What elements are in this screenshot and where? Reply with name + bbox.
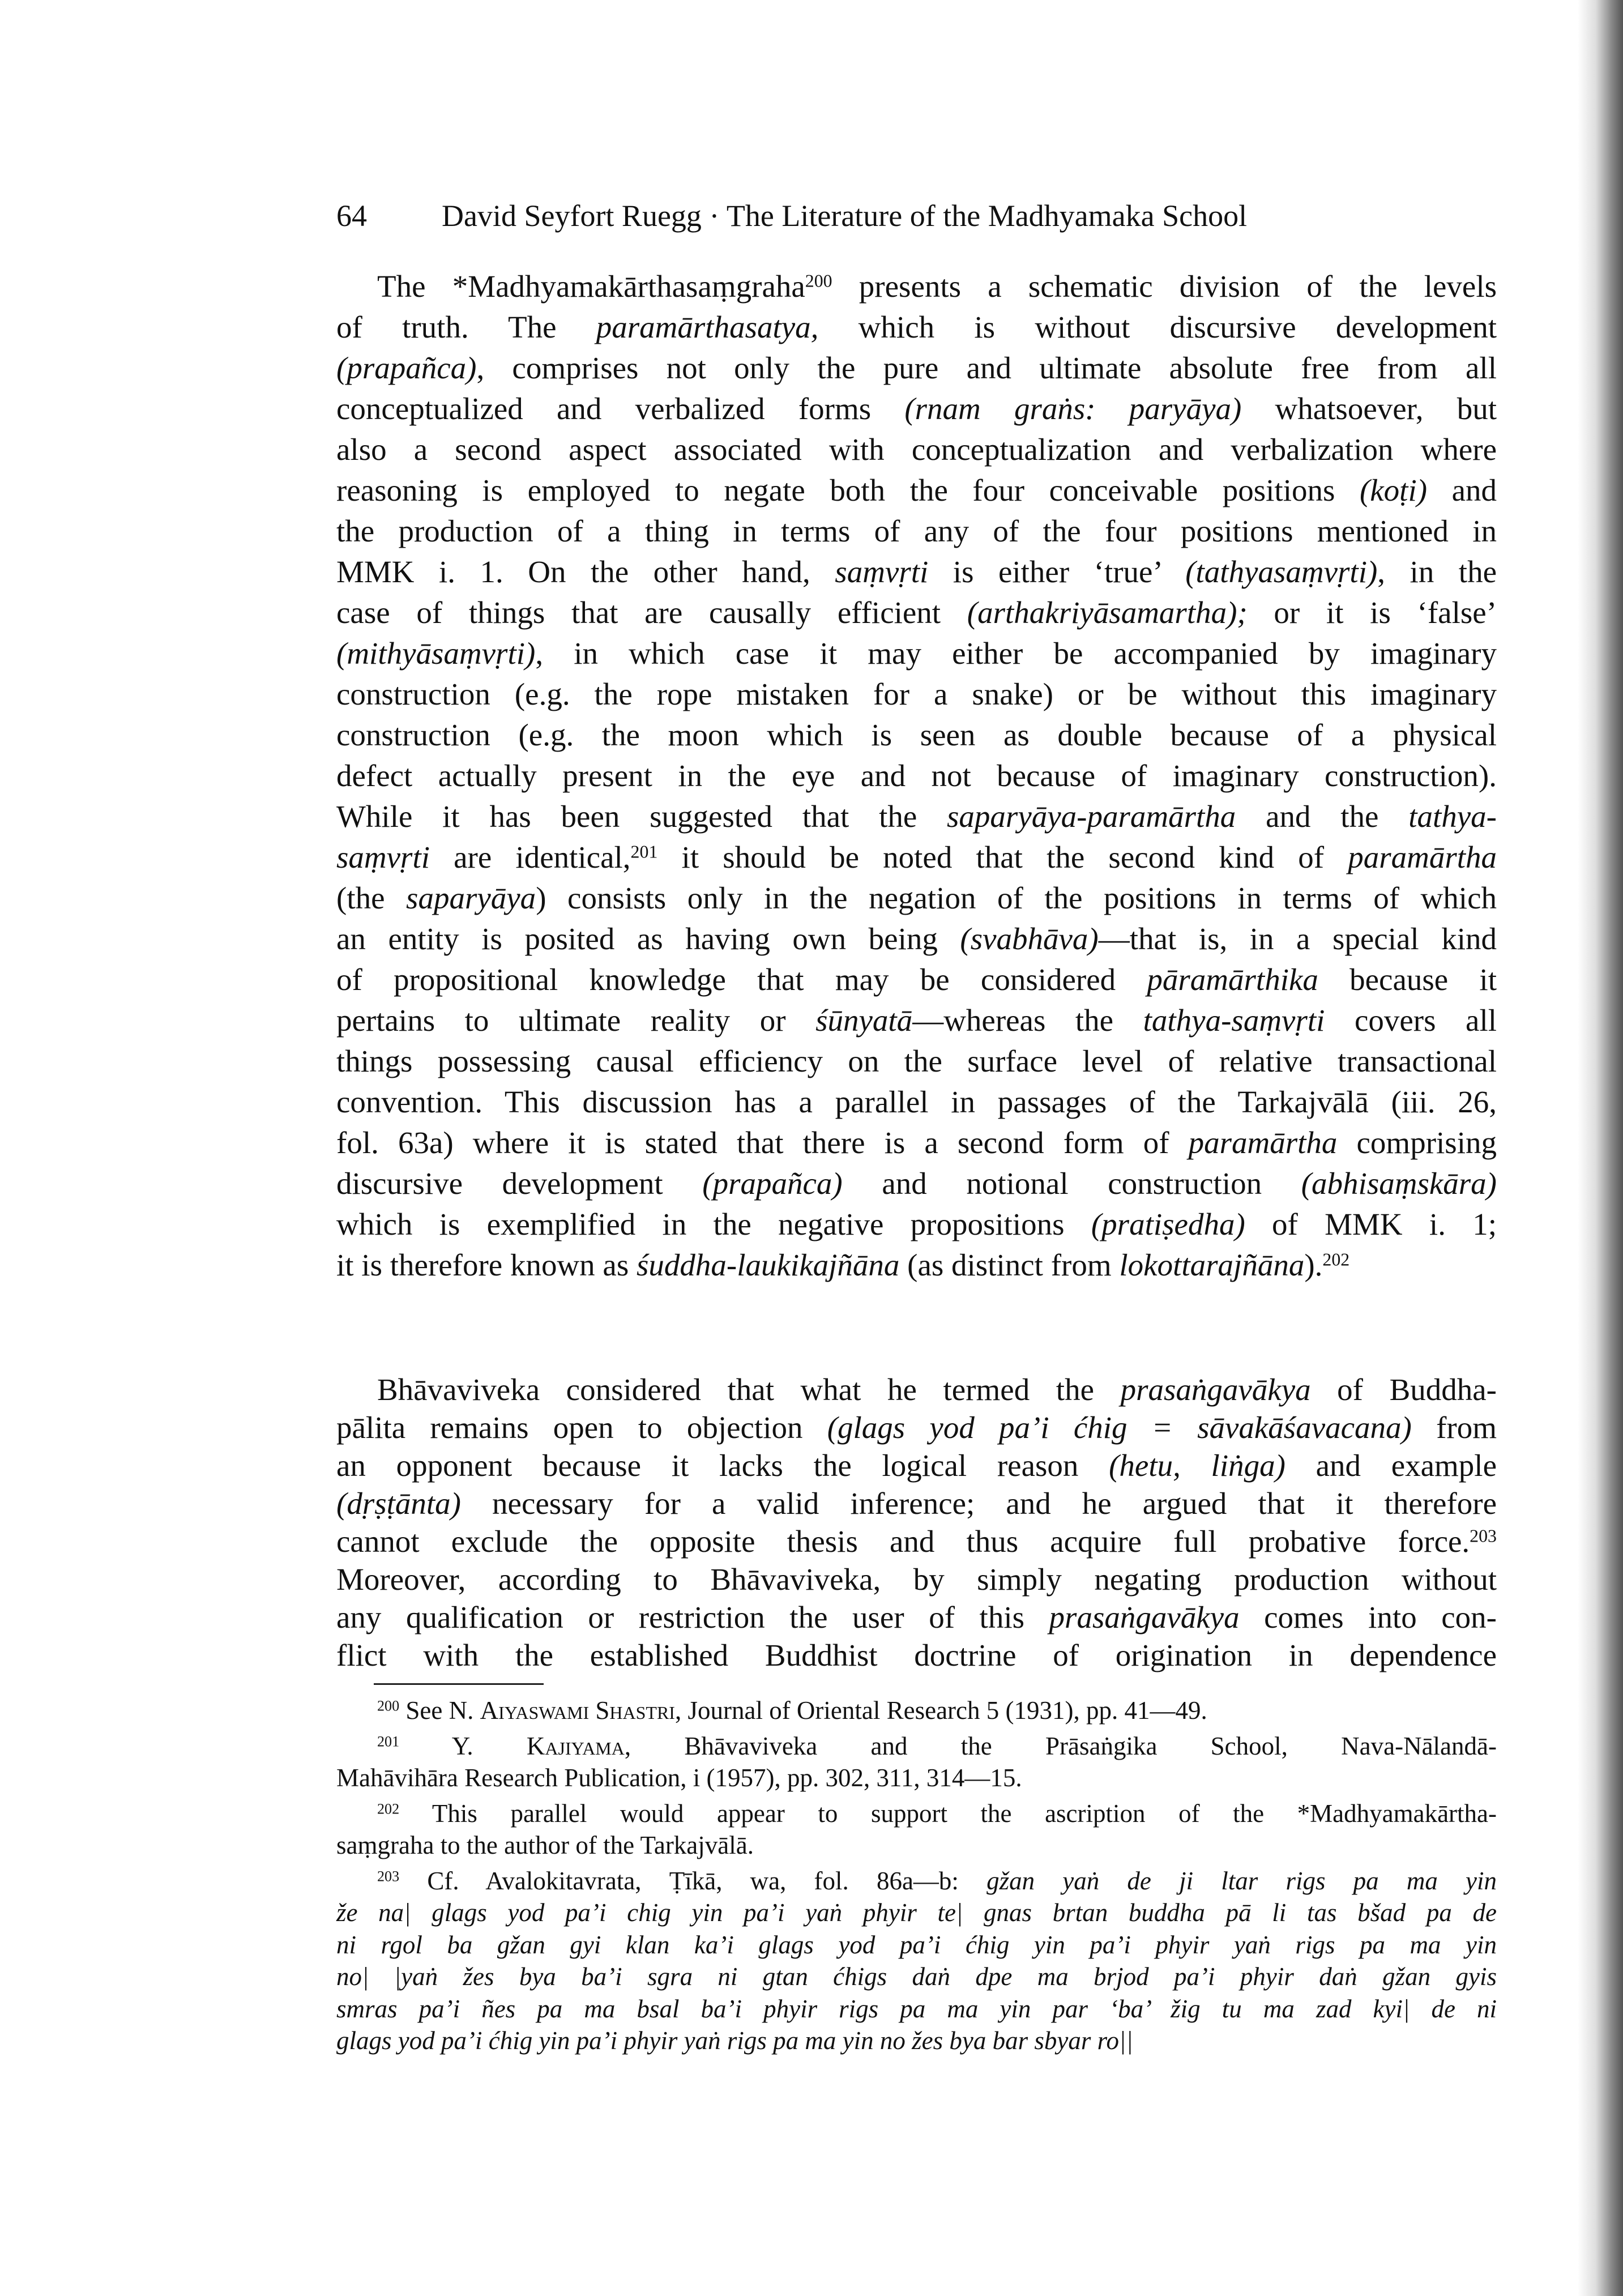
text-run: an opponent because it lacks the logical reason [336, 1448, 1109, 1483]
text-run: presents a schematic division of the levels [832, 269, 1497, 304]
text-line [336, 674, 1497, 715]
text-line [336, 1446, 1497, 1484]
italic-term: gžan yaṅ de ji ltar rigs pa ma yin [986, 1866, 1497, 1895]
italic-term: śuddha-laukikajñāna [637, 1248, 900, 1282]
text-line [336, 307, 1497, 348]
italic-term: (hetu, liṅga) [1109, 1448, 1285, 1483]
text-run: are identical, [430, 840, 631, 874]
italic-term: paramārthasatya, [596, 310, 819, 344]
footnote-reference: 200 [805, 271, 832, 291]
text-run: is either ‘true’ [928, 554, 1186, 589]
text-run: of Buddha- [1310, 1372, 1497, 1407]
italic-term: (prapañca) [336, 351, 477, 385]
text-run: construction (e.g. the rope mistaken for a snake) or be without this imaginary [336, 677, 1497, 711]
italic-term: (rnam graṅs: paryāya) [904, 391, 1242, 426]
footnote-reference: 203 [1470, 1526, 1497, 1546]
text-line [336, 266, 1497, 307]
footnote-reference: 200 [377, 1697, 400, 1714]
text-run: reasoning is employed to negate both the four conceivable positions [336, 473, 1360, 507]
text-run: flict with the established Buddhist doctrine of origination in dependence [336, 1638, 1497, 1672]
italic-term: lokottarajñāna [1119, 1248, 1305, 1282]
footnote-line [336, 1929, 1497, 1961]
text-line [336, 470, 1497, 511]
text-line [336, 1636, 1497, 1674]
footnote-line [336, 1865, 1497, 1897]
italic-term: (tathyasaṃvṛti) [1185, 554, 1378, 589]
footnote-203 [336, 1865, 1497, 2057]
text-run: saṃgraha to the author of the Tarkajvālā. [336, 1831, 754, 1859]
footnote-201 [336, 1730, 1497, 1794]
text-line [336, 348, 1497, 389]
italic-term: (prapañca) [702, 1166, 843, 1201]
italic-term: (abhisaṃskāra) [1301, 1166, 1497, 1201]
footnote-line [336, 1961, 1497, 1993]
footnote-line [336, 1897, 1497, 1929]
italic-term: saparyāya-paramārtha [947, 799, 1236, 834]
italic-term: (arthakriyāsamartha); [967, 595, 1248, 630]
italic-term: (pratiṣedha) [1091, 1207, 1245, 1241]
footnote-line [336, 1829, 1497, 1862]
text-line [336, 389, 1497, 429]
text-run: The *Madhyamakārthasaṃgraha [377, 269, 805, 304]
text-run: which is exemplified in the negative propositions [336, 1207, 1091, 1241]
page-number: 64 [336, 199, 367, 233]
text-run: , comprises not only the pure and ultimate absolute free from all [476, 351, 1497, 385]
text-line [336, 1041, 1497, 1082]
italic-term: saṃvṛti [835, 554, 929, 589]
text-run: necessary for a valid inference; and he argued that it therefore [461, 1486, 1497, 1521]
text-line [336, 552, 1497, 592]
running-header [336, 198, 1247, 233]
text-run: Y. [399, 1731, 527, 1760]
text-run: covers all [1325, 1003, 1497, 1038]
text-run: —that is, in a special kind [1098, 921, 1497, 956]
text-line [336, 1371, 1497, 1409]
footnote-200 [336, 1695, 1497, 1727]
footnote-reference: 202 [1322, 1249, 1350, 1270]
text-line [336, 1245, 1497, 1286]
text-line [336, 715, 1497, 756]
text-line [336, 919, 1497, 959]
text-run: defect actually present in the eye and not because of imaginary construction). [336, 758, 1497, 793]
footnote-reference: 202 [377, 1800, 400, 1817]
text-run: convention. This discussion has a parallel in passages of the Tarkajvālā (iii. 26, [336, 1085, 1497, 1119]
italic-term: že na| glags yod pa’i chig yin pa’i yaṅ phyir te| gnas brtan buddha pā li tas bšad pa de [336, 1898, 1497, 1927]
text-line [336, 1123, 1497, 1163]
text-run: any qualification or restriction the user of this [336, 1600, 1049, 1634]
text-line [336, 878, 1497, 919]
text-run: from [1411, 1410, 1497, 1445]
footnote-line [336, 1993, 1497, 2025]
text-run: it is therefore known as [336, 1248, 637, 1282]
text-run: the production of a thing in terms of any of the four positions mentioned in [336, 514, 1497, 548]
text-line [336, 959, 1497, 1000]
text-line [336, 1204, 1497, 1245]
italic-term: tathya- [1408, 799, 1497, 834]
footnote-separator [374, 1683, 544, 1685]
italic-term: smras pa’i ñes pa ma bsal ba’i phyir rigs pa ma yin par ‘ba’ žig tu ma zad kyi| de ni [336, 1994, 1497, 2023]
text-run: , in the [1377, 554, 1497, 589]
text-run: of propositional knowledge that may be considered [336, 962, 1147, 997]
text-run: and the [1236, 799, 1409, 834]
text-run: MMK i. 1. On the other hand, [336, 554, 835, 589]
text-run: an entity is posited as having own being [336, 921, 960, 956]
text-run: Mahāvihāra Research Publication, i (1957), pp. 302, 311, 314—15. [336, 1764, 1022, 1792]
text-run: also a second aspect associated with conceptualization and verbalization where [336, 432, 1497, 467]
text-line [336, 429, 1497, 470]
text-line [336, 1484, 1497, 1522]
text-run: , Journal of Oriental Research 5 (1931), pp. 41—49. [674, 1696, 1207, 1725]
text-run: whatsoever, but [1241, 391, 1497, 426]
footnote-reference: 203 [377, 1868, 400, 1885]
text-run: comprising [1337, 1125, 1497, 1160]
italic-term: (dṛṣṭānta) [336, 1486, 461, 1521]
italic-term: saparyāya [406, 881, 536, 915]
text-run: Bhāvaviveka considered that what he termed the [377, 1372, 1121, 1407]
text-run: comes into con- [1239, 1600, 1497, 1634]
text-run: (the [336, 881, 407, 915]
paragraph-1 [336, 266, 1497, 1286]
text-run: Moreover, according to Bhāvaviveka, by simply negating production without [336, 1562, 1497, 1597]
text-run: things possessing causal efficiency on the surface level of relative transactional [336, 1044, 1497, 1078]
italic-term: (koṭi) [1359, 473, 1428, 507]
italic-term: (mithyāsaṃvṛti) [336, 636, 536, 671]
italic-term: śūnyatā [815, 1003, 913, 1038]
text-run: of MMK i. 1; [1245, 1207, 1497, 1241]
text-run: Cf. Avalokitavrata, Ṭīkā, wa, fol. 86a—b: [399, 1866, 987, 1895]
text-run: case of things that are causally efficient [336, 595, 967, 630]
italic-term: ni rgol ba gžan gyi klan ka’i glags yod pa’i ćhig yin pa’i phyir yaṅ rigs pa ma yin [336, 1930, 1497, 1959]
running-title: David Seyfort Ruegg · The Literature of the Madhyamaka School [442, 199, 1248, 233]
text-run: and example [1285, 1448, 1497, 1483]
footnote-line [336, 1695, 1497, 1727]
footnote-line [336, 1762, 1497, 1794]
footnote-reference: 201 [630, 842, 658, 862]
paragraph-2 [336, 1371, 1497, 1674]
text-run: While it has been suggested that the [336, 799, 947, 834]
text-run: of truth. The [336, 310, 596, 344]
text-run: pertains to ultimate reality or [336, 1003, 816, 1038]
italic-term: paramārtha [1188, 1125, 1338, 1160]
text-run: or it is ‘false’ [1247, 595, 1497, 630]
text-run: See N. [399, 1696, 480, 1725]
italic-term: (svabhāva) [960, 921, 1099, 956]
italic-term: saṃvṛti [336, 840, 430, 874]
italic-term: no| |yaṅ žes bya ba’i sgra ni gtan ćhigs daṅ dpe ma brjod pa’i phyir daṅ gžan gyis [336, 1962, 1497, 1991]
text-line [336, 511, 1497, 552]
italic-term: prasaṅgavākya [1049, 1600, 1240, 1634]
text-run: This parallel would appear to support the ascription of the *Madhyamakārtha- [399, 1799, 1497, 1828]
text-run: fol. 63a) where it is stated that there is a second form of [336, 1125, 1189, 1160]
text-line [336, 1598, 1497, 1636]
italic-term: (glags yod pa’i ćhig = sāvakāśavacana) [827, 1410, 1412, 1445]
text-run: (as distinct from [899, 1248, 1120, 1282]
text-run: cannot exclude the opposite thesis and thus acquire full probative force. [336, 1524, 1470, 1559]
text-line [336, 756, 1497, 796]
text-run: discursive development [336, 1166, 703, 1201]
text-run: —whereas the [912, 1003, 1143, 1038]
text-line [336, 1560, 1497, 1598]
text-run: it should be noted that the second kind of [657, 840, 1348, 874]
text-line [336, 633, 1497, 674]
text-line [336, 592, 1497, 633]
text-line [336, 837, 1497, 878]
book-binding-shadow [1578, 0, 1623, 2296]
italic-term: prasaṅgavākya [1120, 1372, 1311, 1407]
text-run: ). [1304, 1248, 1323, 1282]
text-run: which is without discursive development [818, 310, 1497, 344]
text-run: and notional construction [842, 1166, 1301, 1201]
footnote-line [336, 2025, 1497, 2057]
text-run: conceptualized and verbalized forms [336, 391, 905, 426]
italic-term: glags yod pa’i ćhig yin pa’i phyir yaṅ rigs pa ma yin no žes bya bar sbyar ro|| [336, 2026, 1133, 2055]
text-run: pālita remains open to objection [336, 1410, 827, 1445]
text-line [336, 1000, 1497, 1041]
italic-term: paramārtha [1348, 840, 1497, 874]
text-run: , Bhāvaviveka and the Prāsaṅgika School, Nava-Nālandā- [624, 1731, 1497, 1760]
text-line [336, 796, 1497, 837]
text-run: , in which case it may either be accompanied by imaginary [535, 636, 1497, 671]
text-run: construction (e.g. the moon which is seen as double because of a physical [336, 718, 1497, 752]
footnotes [336, 1695, 1497, 2057]
text-line [336, 1522, 1497, 1560]
author-name: Kajiyama [526, 1731, 625, 1760]
text-line [336, 1163, 1497, 1204]
text-run: and [1427, 473, 1497, 507]
footnote-reference: 201 [377, 1733, 400, 1750]
footnote-line [336, 1730, 1497, 1762]
author-name: Aiyaswami Shastri [480, 1696, 675, 1725]
text-run: ) consists only in the negation of the positions in terms of which [536, 881, 1497, 915]
footnote-202 [336, 1798, 1497, 1862]
italic-term: tathya-saṃvṛti [1143, 1003, 1325, 1038]
italic-term: pāramārthika [1147, 962, 1318, 997]
text-line [336, 1409, 1497, 1446]
text-run: because it [1318, 962, 1497, 997]
text-line [336, 1082, 1497, 1123]
footnote-line [336, 1798, 1497, 1830]
